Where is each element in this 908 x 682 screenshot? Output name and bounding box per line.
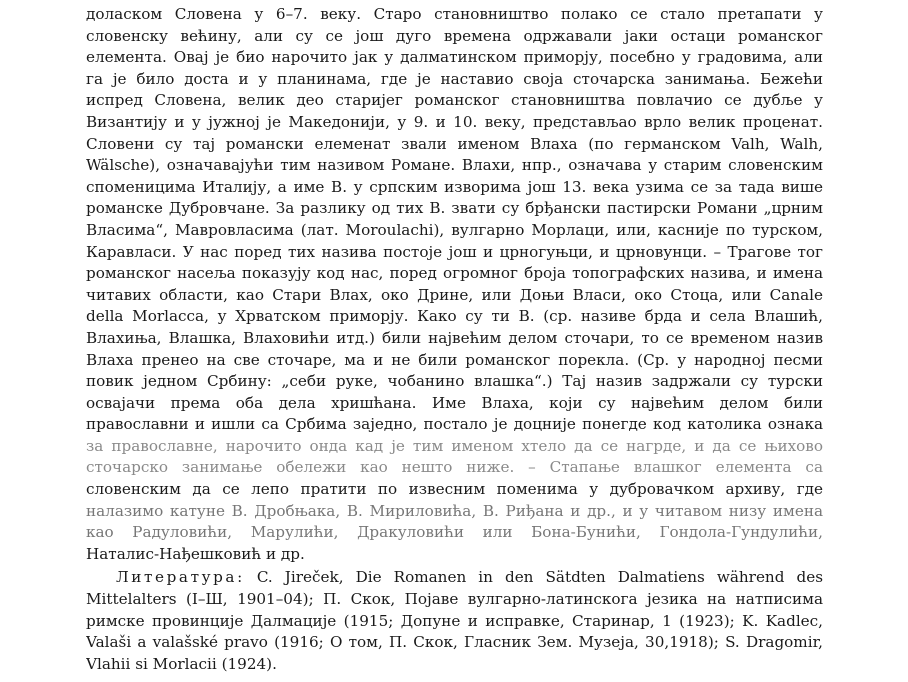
text-line: испред Словена, велик део старијег романског становништва повлачио се дубље у [86, 91, 823, 110]
text-line: налазимо катуне В. Дробњака, В. Мириловића, В. Риђана и др., и у читавом низу имена [86, 501, 823, 520]
literature-line: Vlahii si Morlacii (1924). [86, 654, 277, 673]
text-line: православни и ишли са Србима заједно, постало је доцније понегде код католика ознака [86, 415, 823, 434]
literature-text: C. Jireček, Die Romanen in den Sätdten Dalmatiens während des [244, 568, 823, 587]
text-line: елемента. Овај је био нарочито јак у далматинском приморју, посебно у градовима, али [86, 48, 823, 67]
text-line: освајачи према оба дела хришћана. Име Влаха, који су највећим делом били [86, 393, 823, 412]
main-paragraph [86, 4, 823, 565]
text-line: као Радуловићи, Марулићи, Дракуловићи или Бона-Бунићи, Гондола-Гундулићи, [86, 523, 823, 542]
text-line: га је било доста и у планинама, где је наставио своја сточарска занимања. Бежећи [86, 69, 823, 88]
text-line: словенским да се лепо пратити по извесним поменима у дубровачком архиву, где [86, 480, 823, 499]
literature-paragraph [86, 567, 823, 675]
text-line: романске Дубровчане. За разлику од тих В. звати су брђански пастирски Романи „црним [86, 199, 823, 218]
text-line: повик једном Србину: „себи руке, чобанино влашка“.) Тај назив задржали су турски [86, 372, 823, 391]
document-page [86, 4, 823, 675]
text-line: Наталис-Нађешковић и др. [86, 544, 305, 563]
text-line: сточарско занимање обележи као нешто ниже. – Стапање влашког елемента са [86, 458, 823, 477]
literature-line: римске провинције Далмације (1915; Допуне и исправке, Старинар, 1 (1923); K. Kadlec, [86, 611, 823, 630]
text-line: за православне, нарочито онда кад је тим именом хтело да се нагрде, и да се њихово [86, 436, 823, 455]
text-line: Влахиња, Влашка, Влаховићи итд.) били највећим делом сточари, то се временом назив [86, 328, 823, 347]
literature-line: Mittelalters (I–Ш, 1901–04); П. Скок, Појаве вулгарно-латинскога језика на натписима [86, 590, 823, 609]
literature-label: Литература: [116, 568, 245, 587]
text-line: Wälsche), означавајући тим називом Романе. Влахи, нпр., означава у старим словенским [86, 156, 823, 175]
text-line: Власима“, Мавровласима (лат. Moroulachi), вулгарно Морлаци, или, касније по турском, [86, 220, 823, 239]
text-line: словенску већину, али су се још дуго времена одржавали јаки остаци романског [86, 26, 823, 45]
text-line: споменицима Италију, а име В. у српским изворима још 13. века узима се за тада више [86, 177, 823, 196]
text-line: Византију и у јужној је Македонији, у 9. и 10. веку, представљао врло велик проценат. [86, 112, 823, 131]
text-line: Влаха пренео на све сточаре, ма и не били романског порекла. (Ср. у народној песми [86, 350, 823, 369]
text-line: Каравласи. У нас поред тих назива постоје још и црногуњци, и црновунци. – Трагове тог [86, 242, 823, 261]
text-line: читавих области, као Стари Влах, око Дрине, или Доњи Власи, око Стоца, или Canale [86, 285, 823, 304]
literature-first-line [86, 567, 823, 589]
literature-line: Valaši a valašské pravo (1916; О том, П. Скок, Гласник Зем. Музеја, 30,1918); S. Dragomir, [86, 633, 823, 652]
text-line: романског насеља показују код нас, поред огромног броја топографских назива, и имена [86, 264, 823, 283]
text-line: della Morlacca, у Хрватском приморју. Како су ти В. (ср. називе брда и села Влашић, [86, 307, 823, 326]
text-line: Словени су тај романски елеменат звали именом Влаха (по германском Valh, Walh, [86, 134, 823, 153]
text-line: доласком Словена у 6–7. веку. Старо становништво полако се стало претапати у [86, 5, 823, 23]
